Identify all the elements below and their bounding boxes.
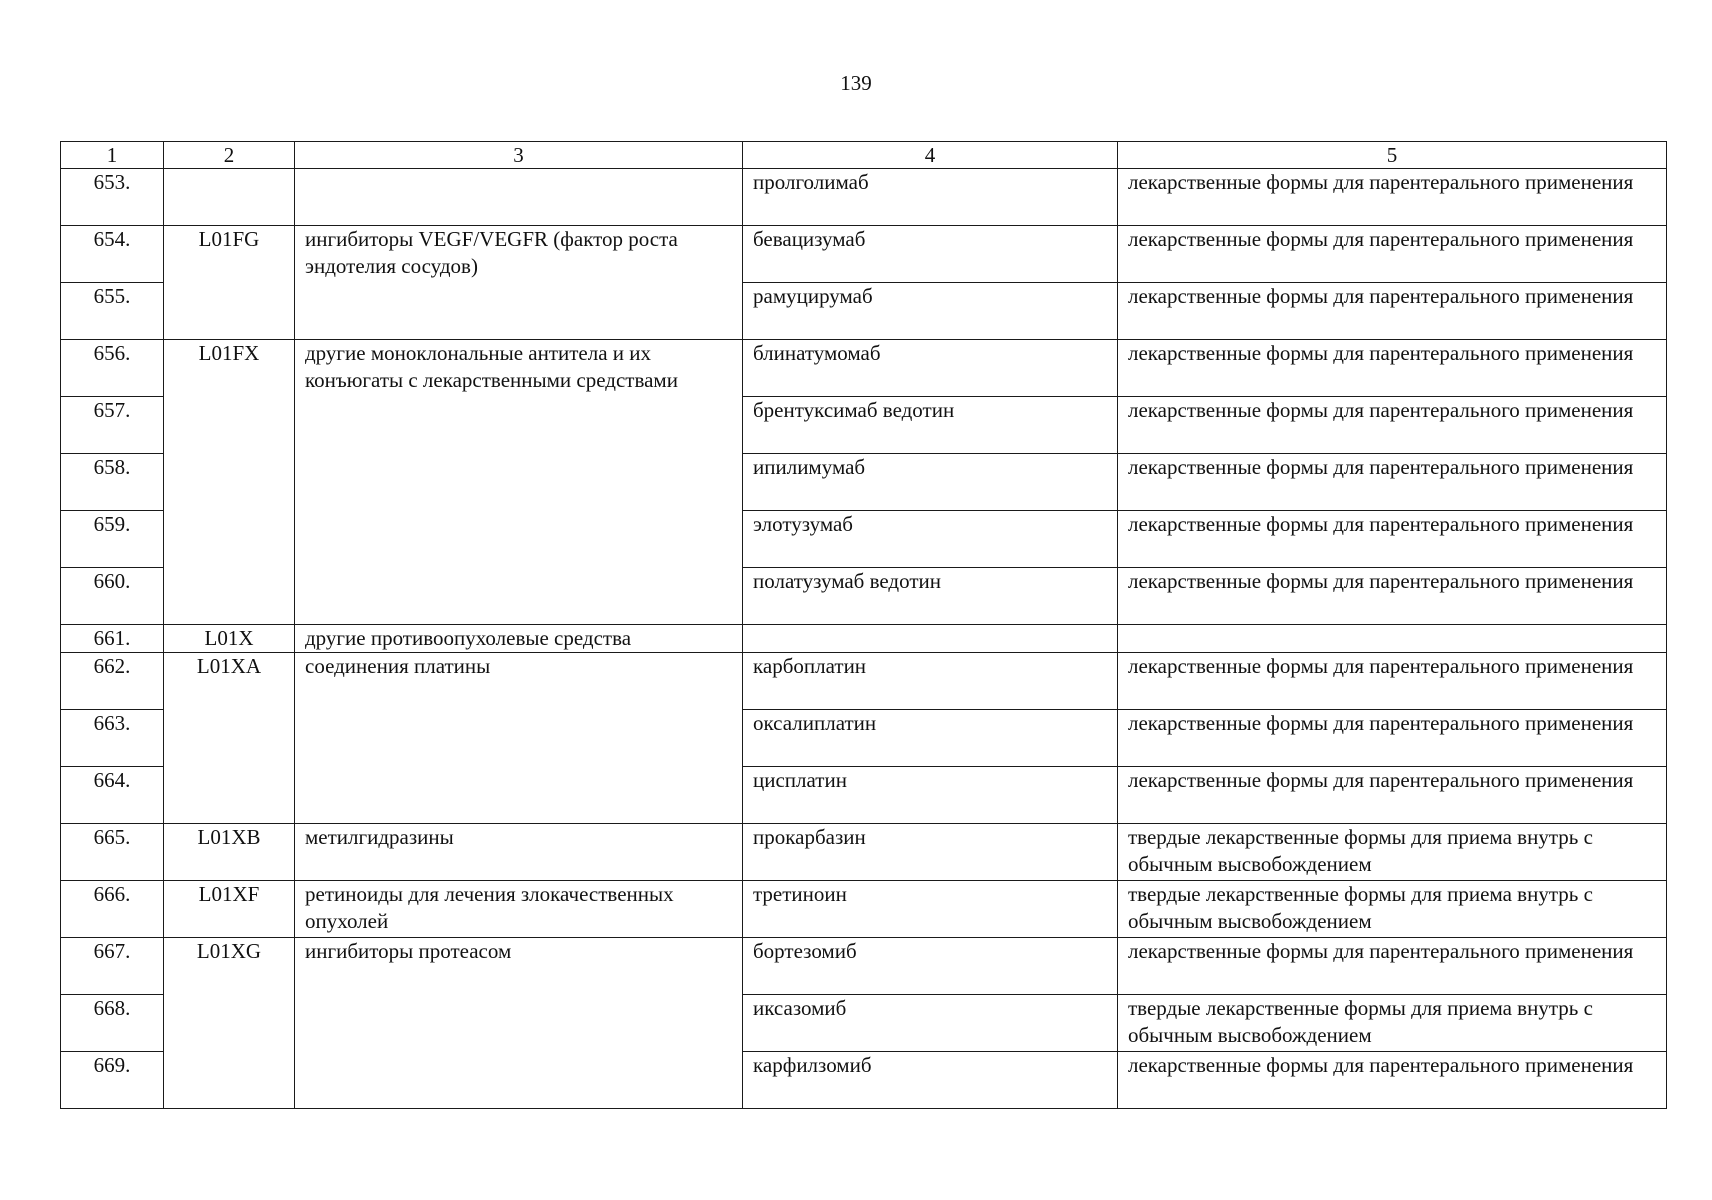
group-name: ингибиторы протеасом: [295, 938, 743, 1109]
drug-name: карфилзомиб: [743, 1052, 1118, 1109]
drug-name: рамуцирумаб: [743, 283, 1118, 340]
table-row: [61, 340, 1667, 397]
row-number: 653.: [61, 169, 164, 226]
drug-name: пролголимаб: [743, 169, 1118, 226]
table-row: [61, 625, 1667, 653]
dosage-form: лекарственные формы для парентерального применения: [1118, 653, 1667, 710]
dosage-form: лекарственные формы для парентерального применения: [1118, 397, 1667, 454]
drug-name: третиноин: [743, 881, 1118, 938]
drug-name: цисплатин: [743, 767, 1118, 824]
atc-code: L01FG: [164, 226, 295, 340]
drug-name: [743, 625, 1118, 653]
row-number: 669.: [61, 1052, 164, 1109]
row-number: 667.: [61, 938, 164, 995]
dosage-form: лекарственные формы для парентерального применения: [1118, 169, 1667, 226]
row-number: 658.: [61, 454, 164, 511]
row-number: 663.: [61, 710, 164, 767]
group-name: соединения платины: [295, 653, 743, 824]
row-number: 668.: [61, 995, 164, 1052]
table-row: [61, 169, 1667, 226]
dosage-form: лекарственные формы для парентерального применения: [1118, 710, 1667, 767]
drug-name: брентуксимаб ведотин: [743, 397, 1118, 454]
row-number: 661.: [61, 625, 164, 653]
drug-name: прокарбазин: [743, 824, 1118, 881]
column-header: 2: [164, 142, 295, 169]
dosage-form: лекарственные формы для парентерального применения: [1118, 340, 1667, 397]
table-row: [61, 881, 1667, 938]
dosage-form: лекарственные формы для парентерального применения: [1118, 1052, 1667, 1109]
drug-name: блинатумомаб: [743, 340, 1118, 397]
table-row: [61, 226, 1667, 283]
drug-name: иксазомиб: [743, 995, 1118, 1052]
group-name-cell: [295, 169, 743, 226]
atc-code: L01XF: [164, 881, 295, 938]
atc-code: L01XA: [164, 653, 295, 824]
row-number: 657.: [61, 397, 164, 454]
group-name: другие моноклональные антитела и их конъюгаты с лекарственными средствами: [295, 340, 743, 625]
group-name: другие противоопухолевые средства: [295, 625, 743, 653]
group-name: метилгидразины: [295, 824, 743, 881]
atc-code: L01XB: [164, 824, 295, 881]
row-number: 656.: [61, 340, 164, 397]
dosage-form: лекарственные формы для парентерального применения: [1118, 938, 1667, 995]
table-row: [61, 653, 1667, 710]
row-number: 655.: [61, 283, 164, 340]
drug-name: бевацизумаб: [743, 226, 1118, 283]
drug-name: оксалиплатин: [743, 710, 1118, 767]
drug-name: карбоплатин: [743, 653, 1118, 710]
table-row: [61, 938, 1667, 995]
row-number: 660.: [61, 568, 164, 625]
row-number: 659.: [61, 511, 164, 568]
row-number: 665.: [61, 824, 164, 881]
dosage-form: твердые лекарственные формы для приема внутрь с обычным высвобождением: [1118, 824, 1667, 881]
atc-code: L01FX: [164, 340, 295, 625]
column-header: 3: [295, 142, 743, 169]
dosage-form: [1118, 625, 1667, 653]
drug-name: полатузумаб ведотин: [743, 568, 1118, 625]
dosage-form: лекарственные формы для парентерального применения: [1118, 767, 1667, 824]
table-row: [61, 824, 1667, 881]
column-header: 5: [1118, 142, 1667, 169]
group-name: ретиноиды для лечения злокачественных опухолей: [295, 881, 743, 938]
drug-name: элотузумаб: [743, 511, 1118, 568]
dosage-form: лекарственные формы для парентерального применения: [1118, 226, 1667, 283]
dosage-form: лекарственные формы для парентерального применения: [1118, 511, 1667, 568]
page-number: 139: [840, 71, 872, 95]
dosage-form: лекарственные формы для парентерального применения: [1118, 283, 1667, 340]
atc-code-cell: [164, 169, 295, 226]
dosage-form: твердые лекарственные формы для приема внутрь с обычным высвобождением: [1118, 995, 1667, 1052]
drug-name: ипилимумаб: [743, 454, 1118, 511]
group-name: ингибиторы VEGF/VEGFR (фактор роста эндотелия сосудов): [295, 226, 743, 340]
table-header-row: [61, 142, 1667, 169]
atc-code: L01XG: [164, 938, 295, 1109]
row-number: 664.: [61, 767, 164, 824]
column-header: 4: [743, 142, 1118, 169]
dosage-form: лекарственные формы для парентерального применения: [1118, 568, 1667, 625]
dosage-form: лекарственные формы для парентерального применения: [1118, 454, 1667, 511]
medication-table: [60, 141, 1667, 1109]
dosage-form: твердые лекарственные формы для приема внутрь с обычным высвобождением: [1118, 881, 1667, 938]
drug-name: бортезомиб: [743, 938, 1118, 995]
atc-code: L01X: [164, 625, 295, 653]
row-number: 654.: [61, 226, 164, 283]
row-number: 662.: [61, 653, 164, 710]
row-number: 666.: [61, 881, 164, 938]
column-header: 1: [61, 142, 164, 169]
